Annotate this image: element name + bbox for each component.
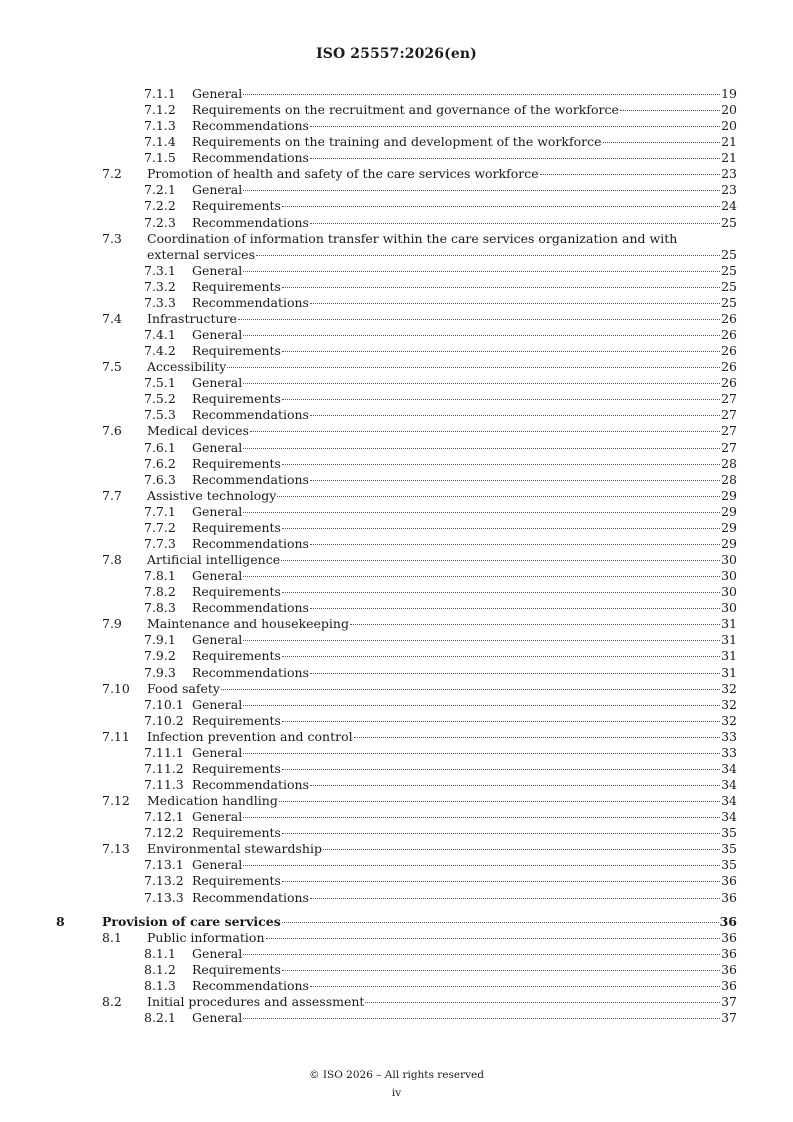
dot-leader — [310, 986, 720, 987]
toc-entry-number: 7.9.3 — [144, 664, 176, 680]
dot-leader — [282, 399, 720, 400]
toc-entry-number: 7.10.2 — [144, 712, 184, 728]
toc-entry-page: 28 — [721, 471, 737, 487]
dot-leader — [282, 351, 720, 352]
toc-entry[interactable] — [0, 697, 793, 713]
toc-entry-title: Recommendations — [192, 118, 309, 134]
toc-entry-page: 30 — [721, 600, 737, 616]
toc-entry-title: Requirements — [192, 198, 281, 214]
toc-entry-title: Recommendations — [192, 294, 309, 310]
toc-entry-page: 31 — [721, 664, 737, 680]
toc-entry-number: 7.5.1 — [144, 375, 176, 391]
toc-entry-page: 34 — [721, 777, 737, 792]
toc-entry-number: 7.2.2 — [144, 198, 176, 214]
toc-entry[interactable] — [0, 327, 793, 343]
dot-leader — [282, 287, 720, 288]
dot-leader — [282, 970, 720, 971]
toc-entry-title: General — [192, 182, 243, 198]
dot-leader — [256, 255, 720, 256]
toc-entry[interactable] — [0, 1010, 793, 1026]
toc-entry-number: 7.7.3 — [144, 535, 176, 551]
dot-leader — [603, 142, 721, 143]
toc-entry-page: 21 — [721, 134, 737, 150]
toc-entry-number: 7.6.2 — [144, 455, 176, 471]
toc-entry[interactable] — [0, 825, 793, 841]
toc-entry-title: Requirements — [192, 760, 281, 776]
toc-entry[interactable] — [0, 215, 793, 231]
dot-leader — [281, 560, 720, 561]
toc-entry-title: Requirements — [192, 278, 281, 294]
toc-entry-title: Recommendations — [192, 471, 309, 487]
toc-entry-title: General — [192, 262, 243, 278]
toc-entry-title: General — [192, 439, 243, 455]
toc-entry-title: Initial procedures and assessment — [147, 993, 365, 1009]
toc-entry-number: 7.5.3 — [144, 407, 176, 423]
toc-entry[interactable] — [0, 584, 793, 600]
dot-leader — [310, 158, 720, 159]
toc-entry-title: Requirements — [192, 584, 281, 600]
toc-entry[interactable] — [0, 407, 793, 423]
dot-leader — [310, 608, 720, 609]
toc-entry-title: Recommendations — [192, 977, 309, 993]
toc-entry-number: 7.13.1 — [144, 857, 184, 873]
toc-entry-page: 32 — [721, 696, 737, 712]
toc-entry-page: 36 — [721, 977, 737, 993]
toc-entry-page: 34 — [721, 760, 737, 776]
toc-entry-page: 35 — [721, 857, 737, 873]
toc-entry[interactable] — [0, 946, 793, 962]
toc-entry-title: Requirements — [192, 455, 281, 471]
toc-entry-page: 31 — [721, 648, 737, 664]
dot-leader — [282, 528, 720, 529]
dot-leader — [243, 576, 720, 577]
toc-entry-page: 29 — [721, 535, 737, 551]
toc-entry[interactable] — [0, 632, 793, 648]
toc-entry-page: 20 — [721, 118, 737, 134]
toc-entry-number: 7.3.2 — [144, 278, 176, 294]
toc-entry-page: 29 — [721, 503, 737, 519]
toc-entry-number: 7.12.1 — [144, 809, 184, 825]
toc-entry-title: Promotion of health and safety of the care services workforce — [147, 166, 539, 182]
toc-entry-title: Environmental stewardship — [147, 841, 322, 857]
dot-leader — [282, 721, 720, 722]
toc-entry-page: 25 — [721, 246, 737, 262]
toc-entry[interactable] — [0, 616, 793, 632]
toc-entry[interactable] — [0, 648, 793, 664]
toc-entry-title: external services — [147, 246, 255, 262]
toc-entry[interactable] — [0, 681, 793, 697]
dot-leader — [243, 335, 720, 336]
toc-entry[interactable] — [0, 777, 793, 793]
dot-leader — [243, 1018, 720, 1019]
toc-entry-page: 30 — [721, 552, 737, 568]
toc-entry-page: 26 — [721, 375, 737, 391]
dot-leader — [243, 705, 720, 706]
toc-entry-number: 7.13 — [102, 841, 130, 857]
toc-entry-number: 7.8.1 — [144, 568, 176, 584]
toc-entry-page: 31 — [721, 632, 737, 648]
toc-entry-number: 7.13.2 — [144, 873, 184, 889]
toc-entry[interactable] — [0, 166, 793, 182]
toc-entry-page: 29 — [721, 519, 737, 535]
toc-entry-number: 7.5.2 — [144, 391, 176, 407]
toc-entry-number: 7.9.1 — [144, 632, 176, 648]
toc-entry[interactable] — [0, 359, 793, 375]
dot-leader — [279, 801, 720, 802]
toc-entry[interactable] — [0, 295, 793, 311]
page-header-title: ISO 25557:2026(en) — [316, 46, 477, 62]
page-footer — [0, 1066, 793, 1102]
toc-entry-title: Medication handling — [147, 793, 278, 809]
toc-entry-number: 7.6.3 — [144, 471, 176, 487]
toc-entry[interactable] — [0, 375, 793, 391]
dot-leader — [310, 673, 720, 674]
toc-entry[interactable] — [0, 890, 793, 906]
toc-entry-number: 7.8 — [102, 552, 122, 568]
toc-entry-number-row — [0, 231, 793, 247]
toc-entry-number: 7.1.5 — [144, 150, 176, 166]
toc-entry[interactable] — [0, 488, 793, 504]
toc-entry[interactable] — [0, 713, 793, 729]
toc-entry[interactable] — [0, 962, 793, 978]
toc-entry[interactable] — [0, 994, 793, 1010]
toc-entry[interactable] — [0, 665, 793, 681]
toc-entry-number: 7.1.3 — [144, 118, 176, 134]
toc-entry-title: Recommendations — [192, 407, 309, 423]
toc-entry-number: 8.2 — [102, 993, 122, 1009]
toc-entry-number: 7.10.1 — [144, 696, 184, 712]
dot-leader — [310, 415, 720, 416]
toc-entry[interactable] — [0, 263, 793, 279]
toc-entry-page: 36 — [721, 961, 737, 977]
toc-entry-page: 21 — [721, 150, 737, 166]
toc-entry-page: 34 — [721, 793, 737, 809]
toc-entry[interactable] — [0, 600, 793, 616]
toc-entry-number: 7.12 — [102, 793, 130, 809]
toc-entry-title: General — [192, 375, 243, 391]
dot-leader — [243, 271, 720, 272]
dot-leader — [354, 737, 720, 738]
toc-entry-page: 27 — [721, 407, 737, 423]
toc-entry-number: 7.5 — [102, 359, 122, 375]
toc-entry-page: 30 — [721, 568, 737, 584]
toc-entry-page: 23 — [721, 182, 737, 198]
dot-leader — [310, 480, 720, 481]
toc-entry[interactable] — [0, 729, 793, 745]
toc-entry-page: 20 — [721, 102, 737, 118]
toc-entry[interactable] — [0, 247, 793, 263]
toc-entry-page: 33 — [721, 744, 737, 760]
toc-entry-title: Requirements — [192, 391, 281, 407]
toc-entry-title: General — [192, 945, 243, 961]
toc-entry[interactable] — [0, 504, 793, 520]
toc-entry-title: Requirements — [192, 873, 281, 889]
toc-entry[interactable] — [0, 809, 793, 825]
toc-entry[interactable] — [0, 391, 793, 407]
dot-leader — [243, 448, 720, 449]
toc-entry-title: General — [192, 632, 243, 648]
toc-entry-title: Requirements — [192, 343, 281, 359]
toc-entry[interactable] — [0, 745, 793, 761]
dot-leader — [620, 110, 720, 111]
dot-leader — [266, 938, 721, 939]
toc-entry-number: 7.2.1 — [144, 182, 176, 198]
toc-entry-title: General — [192, 1009, 243, 1025]
toc-entry[interactable] — [0, 914, 793, 930]
toc-entry-page: 19 — [721, 86, 737, 101]
toc-entry-number: 8 — [56, 913, 65, 929]
toc-entry[interactable] — [0, 150, 793, 166]
toc-entry-number: 7.3.3 — [144, 294, 176, 310]
toc-entry-title: Requirements — [192, 712, 281, 728]
toc-entry-page: 27 — [721, 439, 737, 455]
toc-entry-page: 27 — [721, 391, 737, 407]
toc-entry[interactable] — [0, 978, 793, 994]
toc-entry-number: 7.6 — [102, 423, 122, 439]
toc-entry-title: Infection prevention and control — [147, 728, 353, 744]
toc-entry[interactable] — [0, 568, 793, 584]
dot-leader — [250, 431, 720, 432]
toc-entry[interactable] — [0, 311, 793, 327]
toc-entry-number: 7.1.1 — [144, 86, 176, 101]
toc-entry-page: 25 — [721, 294, 737, 310]
toc-entry-number: 7.1.2 — [144, 102, 176, 118]
dot-leader — [277, 496, 720, 497]
toc-entry-number: 7.11.2 — [144, 760, 184, 776]
toc-entry-number: 7.4 — [102, 310, 122, 326]
toc-entry-page: 35 — [721, 825, 737, 841]
toc-entry-page: 36 — [721, 929, 737, 945]
toc-entry-page: 25 — [721, 278, 737, 294]
toc-entry-title: Requirements on the recruitment and governance of the workforce — [192, 102, 619, 118]
dot-leader — [243, 954, 720, 955]
dot-leader — [238, 319, 720, 320]
toc-entry[interactable] — [0, 873, 793, 889]
toc-entry-title: Requirements on the training and development of the workforce — [192, 134, 602, 150]
toc-entry-number: 7.13.3 — [144, 889, 184, 905]
dot-leader — [282, 922, 719, 923]
toc-entry-title: Recommendations — [192, 777, 309, 792]
dot-leader — [221, 689, 720, 690]
toc-entry-title: General — [192, 696, 243, 712]
dot-leader — [227, 367, 720, 368]
toc-entry-page: 26 — [721, 359, 737, 375]
toc-entry[interactable] — [0, 86, 793, 102]
toc-entry-page: 23 — [721, 166, 737, 182]
dot-leader — [243, 94, 720, 95]
toc-entry[interactable] — [0, 118, 793, 134]
dot-leader — [282, 769, 720, 770]
toc-entry-number: 7.11.1 — [144, 744, 184, 760]
toc-entry-number: 7.7 — [102, 487, 122, 503]
toc-entry[interactable] — [0, 536, 793, 552]
toc-entry-title: General — [192, 857, 243, 873]
toc-entry-title: Recommendations — [192, 600, 309, 616]
toc-entry[interactable] — [0, 841, 793, 857]
toc-entry-title: Medical devices — [147, 423, 249, 439]
dot-leader — [282, 592, 720, 593]
dot-leader — [540, 174, 720, 175]
toc-entry-number: 7.4.1 — [144, 327, 176, 343]
toc-entry-page: 37 — [721, 993, 737, 1009]
toc-entry[interactable] — [0, 423, 793, 439]
toc-entry[interactable] — [0, 343, 793, 359]
toc-entry-number: 7.11 — [102, 728, 130, 744]
toc-entry-number: 7.4.2 — [144, 343, 176, 359]
dot-leader — [243, 817, 720, 818]
dot-leader — [282, 881, 720, 882]
dot-leader — [243, 865, 720, 866]
dot-leader — [310, 223, 720, 224]
toc-entry-number: 8.1.1 — [144, 945, 176, 961]
page-number: iv — [391, 1087, 402, 1099]
toc-entry[interactable] — [0, 279, 793, 295]
toc-entry-number: 7.6.1 — [144, 439, 176, 455]
toc-entry-page: 26 — [721, 310, 737, 326]
toc-entry-page: 32 — [721, 712, 737, 728]
toc-entry-number: 8.1.3 — [144, 977, 176, 993]
toc-entry-page: 25 — [721, 262, 737, 278]
dot-leader — [310, 898, 720, 899]
toc-entry-page: 25 — [721, 214, 737, 230]
toc-entry-page: 36 — [721, 945, 737, 961]
toc-entry-title: Public information — [147, 929, 265, 945]
toc-entry-number: 7.9.2 — [144, 648, 176, 664]
dot-leader — [243, 753, 720, 754]
dot-leader — [323, 849, 720, 850]
toc-entry-title: Maintenance and housekeeping — [147, 616, 349, 632]
dot-leader — [310, 303, 720, 304]
toc-entry-number: 7.2 — [102, 166, 122, 182]
toc-entry-title: Recommendations — [192, 664, 309, 680]
toc-entry-page: 35 — [721, 841, 737, 857]
toc-entry-title: General — [192, 503, 243, 519]
toc-entry-title: General — [192, 568, 243, 584]
dot-leader — [310, 785, 720, 786]
toc-entry-title: Food safety — [147, 680, 220, 696]
dot-leader — [243, 190, 720, 191]
dot-leader — [282, 656, 720, 657]
toc-entry-title: Requirements — [192, 519, 281, 535]
toc-entry-title: Accessibility — [147, 359, 227, 375]
toc-entry[interactable] — [0, 102, 793, 118]
dot-leader — [243, 383, 720, 384]
toc-entry-number: 7.8.3 — [144, 600, 176, 616]
toc-entry-number: 8.1.2 — [144, 961, 176, 977]
toc-entry-number: 7.2.3 — [144, 214, 176, 230]
toc-entry[interactable] — [0, 520, 793, 536]
toc-entry-page: 36 — [721, 873, 737, 889]
toc-entry[interactable] — [0, 857, 793, 873]
copyright-notice: © ISO 2026 – All rights reserved — [309, 1069, 484, 1081]
toc-entry-page: 31 — [721, 616, 737, 632]
toc-entry[interactable] — [0, 198, 793, 214]
toc-entry-title: Requirements — [192, 961, 281, 977]
toc-entry-page: 34 — [721, 809, 737, 825]
toc-entry-number: 8.2.1 — [144, 1009, 176, 1025]
toc-entry-title: Requirements — [192, 648, 281, 664]
toc-entry-page: 36 — [719, 913, 737, 929]
toc-entry-title: Recommendations — [192, 214, 309, 230]
toc-entry-title: Assistive technology — [147, 487, 277, 503]
toc-entry-title-line: Coordination of information transfer within the care services organization and with — [147, 230, 678, 246]
toc-entry-page: 27 — [721, 423, 737, 439]
toc-entry-page: 36 — [721, 889, 737, 905]
toc-entry-number: 7.11.3 — [144, 777, 184, 792]
toc-entry-title: General — [192, 86, 243, 101]
toc-entry[interactable] — [0, 440, 793, 456]
toc-entry-title: Artificial intelligence — [147, 552, 281, 568]
toc-entry[interactable] — [0, 472, 793, 488]
dot-leader — [243, 512, 720, 513]
toc-entry-number: 7.9 — [102, 616, 122, 632]
toc-entry-title: Infrastructure — [147, 310, 237, 326]
toc-entry-title: Requirements — [192, 825, 281, 841]
toc-entry-number: 7.1.4 — [144, 134, 176, 150]
toc-entry[interactable] — [0, 552, 793, 568]
toc-entry-page: 37 — [721, 1009, 737, 1025]
toc-entry-title: General — [192, 327, 243, 343]
toc-entry-title: General — [192, 744, 243, 760]
dot-leader — [310, 544, 720, 545]
toc-entry-title: Recommendations — [192, 889, 309, 905]
dot-leader — [282, 206, 720, 207]
toc-entry-page: 33 — [721, 728, 737, 744]
toc-entry-title: Provision of care services — [102, 913, 281, 929]
toc-entry-number: 7.3 — [102, 230, 122, 246]
dot-leader — [350, 624, 720, 625]
toc-entry-number: 7.3.1 — [144, 262, 176, 278]
toc-entry-page: 32 — [721, 680, 737, 696]
dot-leader — [243, 640, 720, 641]
dot-leader — [310, 126, 720, 127]
toc-entry-number: 7.7.2 — [144, 519, 176, 535]
toc-entry-page: 24 — [721, 198, 737, 214]
toc-entry[interactable] — [0, 761, 793, 777]
toc-entry[interactable] — [0, 182, 793, 198]
toc-entry[interactable] — [0, 134, 793, 150]
toc-entry[interactable] — [0, 793, 793, 809]
toc-entry-page: 26 — [721, 327, 737, 343]
toc-entry-number: 7.7.1 — [144, 503, 176, 519]
toc-entry[interactable] — [0, 930, 793, 946]
toc-entry-page: 28 — [721, 455, 737, 471]
toc-entry-number: 7.10 — [102, 680, 130, 696]
dot-leader — [282, 833, 720, 834]
toc-entry-number: 8.1 — [102, 929, 122, 945]
toc-entry-number: 7.12.2 — [144, 825, 184, 841]
toc-entry[interactable] — [0, 456, 793, 472]
dot-leader — [365, 1002, 720, 1003]
dot-leader — [282, 464, 720, 465]
toc-entry-title: General — [192, 809, 243, 825]
toc-entry-page: 30 — [721, 584, 737, 600]
toc-entry-title: Recommendations — [192, 535, 309, 551]
toc-entry-number: 7.8.2 — [144, 584, 176, 600]
toc-entry-title: Recommendations — [192, 150, 309, 166]
toc-entry-page: 29 — [721, 487, 737, 503]
toc-entry-page: 26 — [721, 343, 737, 359]
